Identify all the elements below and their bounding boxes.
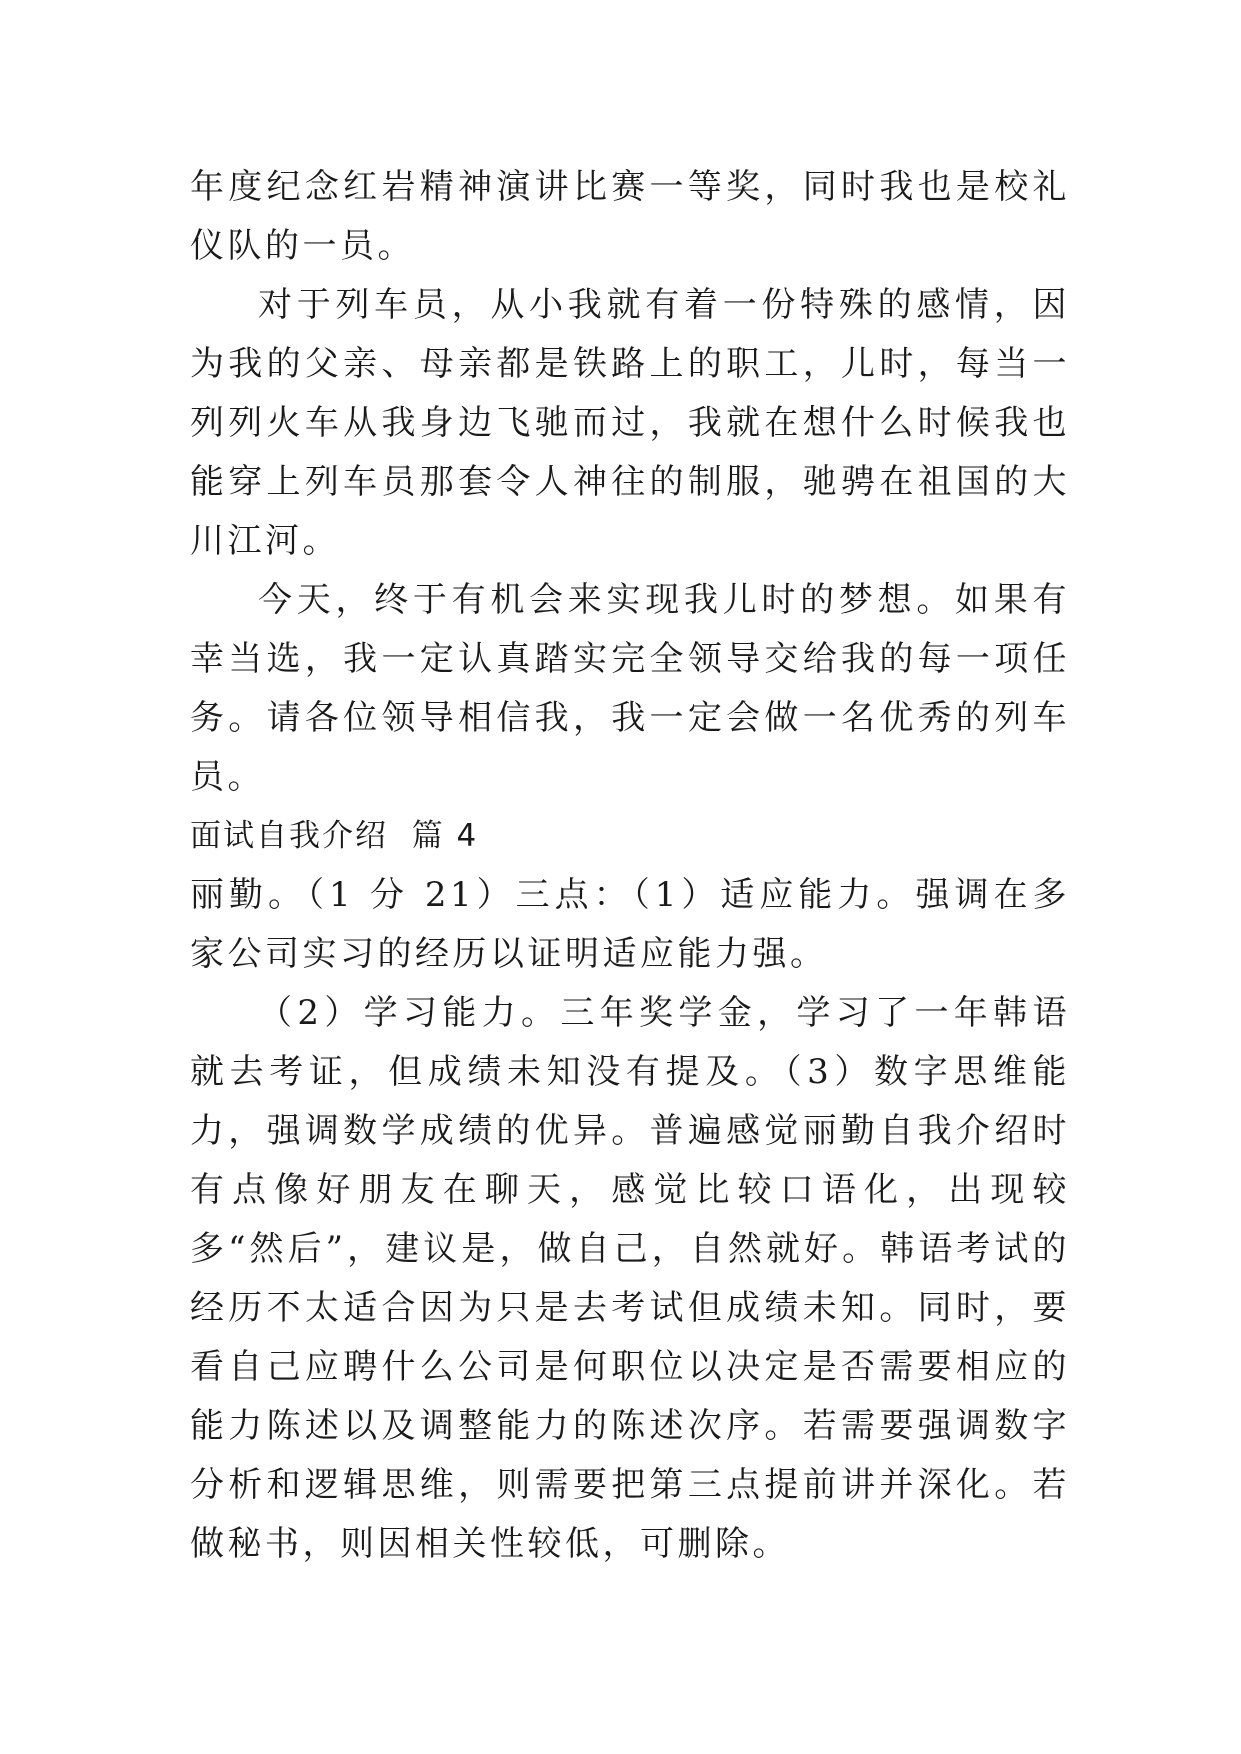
- paragraph-train-attendant: 对于列车员，从小我就有着一份特殊的感情，因为我的父亲、母亲都是铁路上的职工，儿时，每当一列列火车从我身边飞驰而过，我就在想什么时候我也能穿上列车员那套令人神往的制服，驰骋在祖国的大川江河。: [190, 285, 1070, 561]
- paragraph-continuation: 年度纪念红岩精神演讲比赛一等奖，同时我也是校礼仪队的一员。: [190, 167, 1070, 266]
- section-heading: 面试自我介绍 篇 4: [190, 818, 479, 854]
- paragraph-learning-ability: （2）学习能力。三年奖学金，学习了一年韩语就去考证，但成绩未知没有提及。（3）数字思维能力，强调数学成绩的优异。普遍感觉丽勤自我介绍时有点像好朋友在聊天，感觉比较口语化，出现较多“然后”，建议是，做自己，自然就好。韩语考试的经历不太适合因为只是去考试但成绩未知。同时，要看自己应聘什么公司是何职位以决定是否需要相应的能力陈述以及调整能力的陈述次序。若需要强调数字分析和逻辑思维，则需要把第三点提前讲并深化。若做秘书，则因相关性较低，可删除。: [190, 993, 1070, 1564]
- paragraph-three-points: 丽勤。（1 分 21）三点：（1）适应能力。强调在多家公司实习的经历以证明适应能力强。: [190, 875, 1070, 974]
- paragraph-dream: 今天，终于有机会来实现我儿时的梦想。如果有幸当选，我一定认真踏实完全领导交给我的每一项任务。请各位领导相信我，我一定会做一名优秀的列车员。: [190, 580, 1070, 797]
- document-body: [190, 158, 1070, 1574]
